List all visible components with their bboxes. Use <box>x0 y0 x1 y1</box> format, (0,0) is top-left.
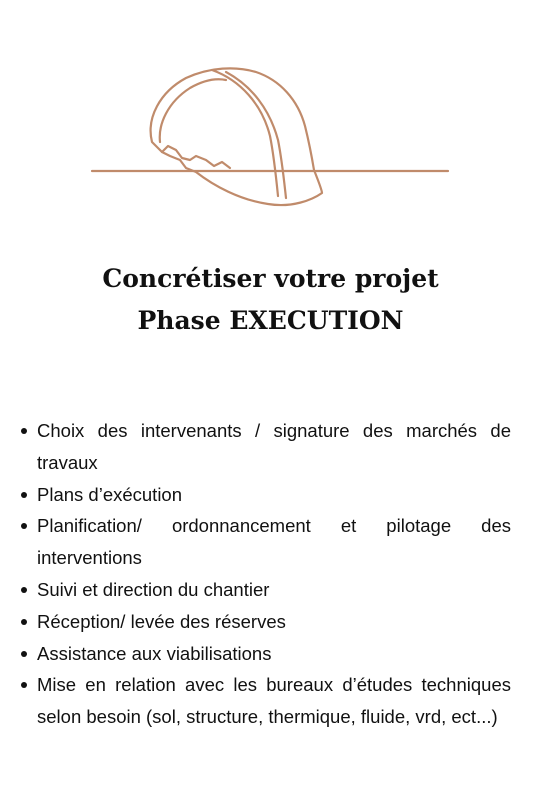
list-item: Assistance aux viabilisations <box>37 638 511 670</box>
list-item: Plans d’exécution <box>37 479 511 511</box>
hard-hat-icon <box>0 50 541 220</box>
title-block <box>0 258 541 342</box>
hard-hat-illustration <box>0 50 541 220</box>
list-item: Planification/ ordonnancement et pilotage des interventions <box>37 510 511 574</box>
list-item: Choix des intervenants / signature des marchés de travaux <box>37 415 511 479</box>
list-item: Réception/ levée des réserves <box>37 606 511 638</box>
page-subtitle: Phase EXECUTION <box>137 306 404 335</box>
page-title: Concrétiser votre projet <box>102 264 439 293</box>
list-item: Mise en relation avec les bureaux d’études techniques selon besoin (sol, structure, thermique, fluide, vrd, ect...) <box>37 669 511 733</box>
list-item: Suivi et direction du chantier <box>37 574 511 606</box>
services-list <box>37 415 511 733</box>
